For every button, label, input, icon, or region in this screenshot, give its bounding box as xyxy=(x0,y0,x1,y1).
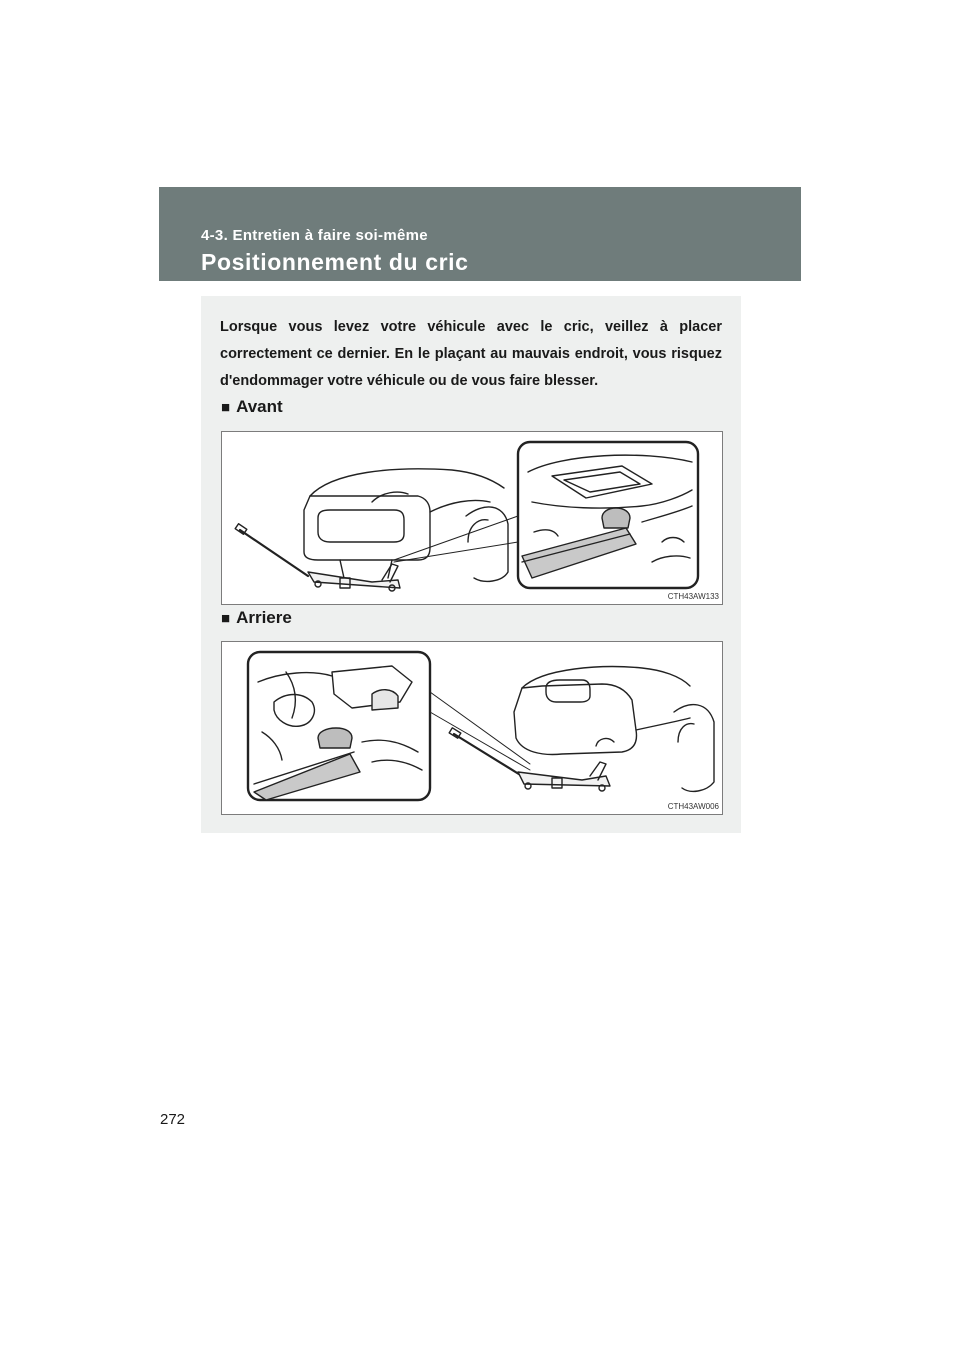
figure-rear-jack-point xyxy=(221,641,723,815)
content-panel xyxy=(201,296,741,833)
figure-front-jack-point xyxy=(221,431,723,605)
intro-paragraph: Lorsque vous levez votre véhicule avec le cric, veillez à placer correctement ce dernier. En le plaçant au mauvais endroit, vous risquez d'endommager votre véhicule ou de vous faire blesser. xyxy=(220,319,722,389)
section-heading: 4-3. Entretien à faire soi-même xyxy=(201,227,428,244)
subheading-front xyxy=(221,397,283,417)
subheading-rear-label: Arriere xyxy=(236,608,292,627)
front-jack-illustration xyxy=(222,432,723,605)
rear-jack-illustration xyxy=(222,642,723,815)
subheading-front-label: Avant xyxy=(236,397,283,416)
square-bullet-icon: ■ xyxy=(221,399,231,416)
page-title: Positionnement du cric xyxy=(201,249,469,275)
figure-code-rear: CTH43AW006 xyxy=(667,802,719,811)
chapter-header xyxy=(159,187,801,281)
figure-code-front: CTH43AW133 xyxy=(667,592,719,601)
square-bullet-icon: ■ xyxy=(221,610,231,627)
page-number: 272 xyxy=(160,1111,186,1128)
subheading-rear xyxy=(221,608,292,628)
